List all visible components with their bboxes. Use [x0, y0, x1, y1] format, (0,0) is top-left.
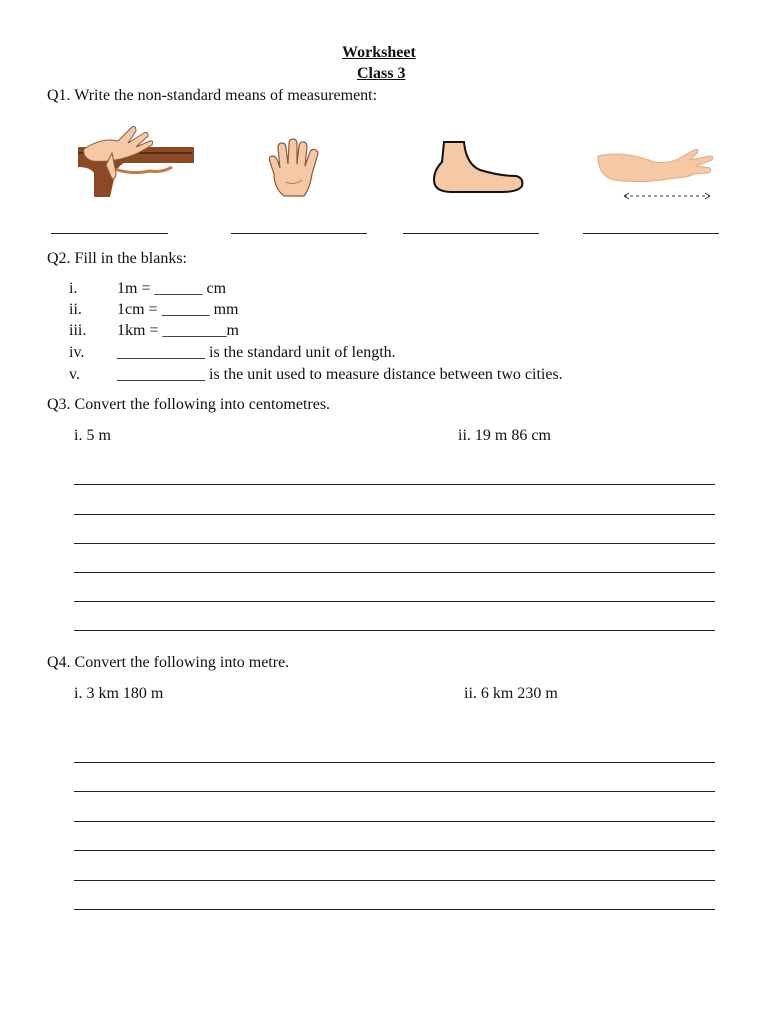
q3-answer-line[interactable]: [74, 601, 715, 602]
q1-answer-blank-3[interactable]: [403, 233, 539, 234]
class-label: Class 3: [357, 65, 406, 82]
q3-answer-line[interactable]: [74, 484, 715, 485]
arm-cubit-icon: [594, 146, 716, 202]
q2-item-text: 1cm = ______ mm: [117, 301, 239, 318]
q3-answer-line[interactable]: [74, 514, 715, 515]
q3-item-2: ii. 19 m 86 cm: [458, 427, 551, 444]
q2-item-text: ___________ is the standard unit of length.: [117, 344, 396, 361]
q3-answer-line[interactable]: [74, 630, 715, 631]
q1-answer-blank-1[interactable]: [51, 233, 168, 234]
q2-item-text: 1m = ______ cm: [117, 280, 227, 297]
q2-item-number: v.: [69, 366, 80, 383]
q4-item-1: i. 3 km 180 m: [74, 685, 164, 702]
q2-item-number: ii.: [69, 301, 82, 318]
q2-item-number: i.: [69, 280, 78, 297]
worksheet-title: Worksheet: [342, 44, 416, 61]
q4-answer-line[interactable]: [74, 909, 715, 910]
q3-question: Q3. Convert the following into centometres.: [47, 396, 331, 413]
q3-item-1: i. 5 m: [74, 427, 111, 444]
open-palm-icon: [266, 138, 328, 200]
q1-question: Q1. Write the non-standard means of measurement:: [47, 87, 378, 104]
q2-item-number: iv.: [69, 344, 85, 361]
q2-item-text: 1km = ________m: [117, 322, 239, 339]
q4-item-2: ii. 6 km 230 m: [464, 685, 558, 702]
q1-answer-blank-2[interactable]: [231, 233, 367, 234]
q2-item-number: iii.: [69, 322, 87, 339]
q4-answer-line[interactable]: [74, 821, 715, 822]
q3-answer-line[interactable]: [74, 543, 715, 544]
q4-answer-line[interactable]: [74, 850, 715, 851]
q2-question: Q2. Fill in the blanks:: [47, 250, 187, 267]
q4-answer-line[interactable]: [74, 791, 715, 792]
q1-answer-blank-4[interactable]: [583, 233, 719, 234]
q4-answer-line[interactable]: [74, 762, 715, 763]
foot-icon: [430, 140, 528, 196]
hand-span-on-table-icon: [72, 123, 198, 203]
q4-question: Q4. Convert the following into metre.: [47, 654, 290, 671]
q3-answer-line[interactable]: [74, 572, 715, 573]
q4-answer-line[interactable]: [74, 880, 715, 881]
q2-item-text: ___________ is the unit used to measure distance between two cities.: [117, 366, 563, 383]
